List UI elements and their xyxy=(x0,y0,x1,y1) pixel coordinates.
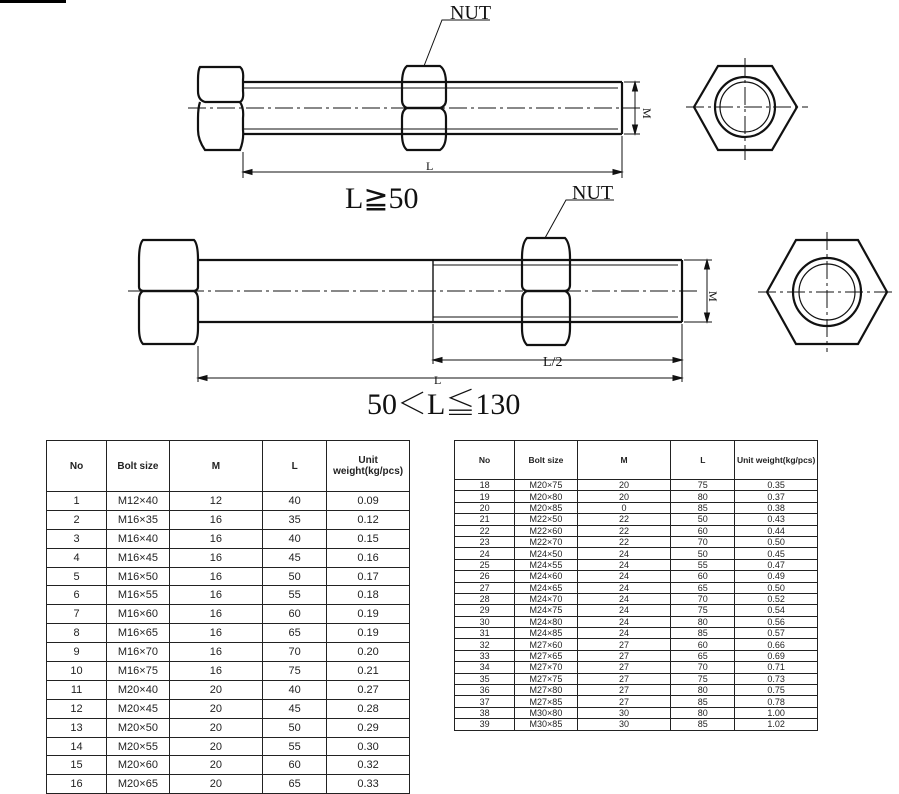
cell-bolt-size: M20×55 xyxy=(107,737,170,756)
cell-bolt-size: M16×60 xyxy=(107,605,170,624)
table-row xyxy=(455,491,818,502)
cell-bolt-size: M16×65 xyxy=(107,624,170,643)
cell-l: 50 xyxy=(263,718,327,737)
cell-m: 0 xyxy=(577,502,671,513)
cell-bolt-size: M27×80 xyxy=(515,685,578,696)
table-row xyxy=(455,593,818,604)
cell-m: 16 xyxy=(169,624,262,643)
cell-l: 60 xyxy=(263,756,327,775)
cell-no: 19 xyxy=(455,491,515,502)
cell-m: 16 xyxy=(169,548,262,567)
cell-bolt-size: M24×60 xyxy=(515,571,578,582)
cell-m: 16 xyxy=(169,662,262,681)
cell-weight: 0.71 xyxy=(735,662,818,673)
cell-m: 20 xyxy=(169,699,262,718)
table-row xyxy=(47,586,410,605)
cell-weight: 0.29 xyxy=(327,718,410,737)
cell-l: 65 xyxy=(263,775,327,794)
table-header-row xyxy=(47,441,410,492)
col-bolt-size: Bolt size xyxy=(515,441,578,480)
cell-m: 27 xyxy=(577,685,671,696)
cell-no: 16 xyxy=(47,775,107,794)
cell-bolt-size: M16×50 xyxy=(107,567,170,586)
cell-weight: 1.00 xyxy=(735,707,818,718)
bottom-m-label: M xyxy=(706,291,720,302)
cell-bolt-size: M20×75 xyxy=(515,480,578,491)
top-l-label: L xyxy=(426,159,434,173)
cell-bolt-size: M16×55 xyxy=(107,586,170,605)
cell-no: 11 xyxy=(47,680,107,699)
cell-l: 35 xyxy=(263,510,327,529)
cell-weight: 0.45 xyxy=(735,548,818,559)
cell-m: 16 xyxy=(169,605,262,624)
table-row xyxy=(455,707,818,718)
table-row xyxy=(455,582,818,593)
cell-no: 6 xyxy=(47,586,107,605)
table-row xyxy=(455,662,818,673)
cell-no: 29 xyxy=(455,605,515,616)
cell-m: 22 xyxy=(577,525,671,536)
cell-m: 24 xyxy=(577,571,671,582)
cell-weight: 0.33 xyxy=(327,775,410,794)
cell-weight: 0.52 xyxy=(735,593,818,604)
cell-no: 13 xyxy=(47,718,107,737)
cell-no: 14 xyxy=(47,737,107,756)
cell-l: 60 xyxy=(671,525,735,536)
cell-weight: 0.66 xyxy=(735,639,818,650)
cell-l: 65 xyxy=(263,624,327,643)
table-row xyxy=(47,775,410,794)
table-row xyxy=(47,567,410,586)
cell-l: 55 xyxy=(671,559,735,570)
cell-weight: 0.38 xyxy=(735,502,818,513)
cell-no: 8 xyxy=(47,624,107,643)
table-row xyxy=(455,605,818,616)
cell-l: 70 xyxy=(263,643,327,662)
cell-m: 27 xyxy=(577,696,671,707)
table-row xyxy=(455,559,818,570)
cell-weight: 0.49 xyxy=(735,571,818,582)
cell-weight: 0.43 xyxy=(735,514,818,525)
cell-m: 20 xyxy=(169,718,262,737)
table-row xyxy=(47,680,410,699)
col-l: L xyxy=(263,441,327,492)
cell-weight: 0.17 xyxy=(327,567,410,586)
cell-l: 80 xyxy=(671,616,735,627)
bottom-caption: 50＜L≦130 xyxy=(367,388,521,421)
col-no: No xyxy=(47,441,107,492)
bolt-table-left xyxy=(46,440,410,794)
table-row xyxy=(455,514,818,525)
cell-bolt-size: M22×70 xyxy=(515,536,578,547)
cell-weight: 1.02 xyxy=(735,719,818,730)
cell-l: 85 xyxy=(671,696,735,707)
cell-m: 16 xyxy=(169,567,262,586)
table-row xyxy=(47,510,410,529)
table-row xyxy=(455,639,818,650)
cell-bolt-size: M22×50 xyxy=(515,514,578,525)
cell-bolt-size: M20×85 xyxy=(515,502,578,513)
cell-l: 60 xyxy=(671,571,735,582)
cell-no: 33 xyxy=(455,650,515,661)
cell-bolt-size: M16×75 xyxy=(107,662,170,681)
cell-m: 24 xyxy=(577,628,671,639)
cell-m: 24 xyxy=(577,582,671,593)
cell-m: 16 xyxy=(169,510,262,529)
cell-m: 20 xyxy=(577,491,671,502)
cell-m: 16 xyxy=(169,643,262,662)
cell-no: 7 xyxy=(47,605,107,624)
col-m: M xyxy=(169,441,262,492)
cell-no: 21 xyxy=(455,514,515,525)
top-hex-view xyxy=(694,66,797,150)
bottom-nut-label: NUT xyxy=(572,182,614,204)
cell-weight: 0.47 xyxy=(735,559,818,570)
cell-bolt-size: M30×85 xyxy=(515,719,578,730)
cell-bolt-size: M12×40 xyxy=(107,492,170,511)
cell-weight: 0.57 xyxy=(735,628,818,639)
cell-weight: 0.16 xyxy=(327,548,410,567)
cell-bolt-size: M24×70 xyxy=(515,593,578,604)
cell-m: 24 xyxy=(577,548,671,559)
cell-m: 24 xyxy=(577,605,671,616)
cell-no: 39 xyxy=(455,719,515,730)
cell-weight: 0.54 xyxy=(735,605,818,616)
cell-l: 75 xyxy=(671,605,735,616)
cell-no: 32 xyxy=(455,639,515,650)
cell-weight: 0.78 xyxy=(735,696,818,707)
table-row xyxy=(455,536,818,547)
cell-bolt-size: M20×60 xyxy=(107,756,170,775)
cell-bolt-size: M16×45 xyxy=(107,548,170,567)
cell-weight: 0.56 xyxy=(735,616,818,627)
cell-bolt-size: M27×65 xyxy=(515,650,578,661)
table-row xyxy=(455,696,818,707)
cell-l: 75 xyxy=(671,673,735,684)
cell-weight: 0.15 xyxy=(327,529,410,548)
cell-no: 1 xyxy=(47,492,107,511)
table-row xyxy=(47,699,410,718)
cell-l: 55 xyxy=(263,737,327,756)
table-row xyxy=(47,548,410,567)
top-m-label: M xyxy=(640,108,654,119)
cell-weight: 0.21 xyxy=(327,662,410,681)
table-row xyxy=(455,685,818,696)
top-nut-label: NUT xyxy=(450,2,492,24)
table-row xyxy=(47,605,410,624)
cell-l: 70 xyxy=(671,662,735,673)
cell-l: 80 xyxy=(671,491,735,502)
cell-weight: 0.28 xyxy=(327,699,410,718)
cell-no: 2 xyxy=(47,510,107,529)
cell-weight: 0.50 xyxy=(735,536,818,547)
cell-bolt-size: M16×35 xyxy=(107,510,170,529)
cell-l: 45 xyxy=(263,699,327,718)
cell-l: 55 xyxy=(263,586,327,605)
table-row xyxy=(455,616,818,627)
cell-bolt-size: M27×70 xyxy=(515,662,578,673)
cell-weight: 0.19 xyxy=(327,624,410,643)
cell-l: 60 xyxy=(671,639,735,650)
cell-l: 45 xyxy=(263,548,327,567)
cell-m: 30 xyxy=(577,707,671,718)
cell-m: 27 xyxy=(577,639,671,650)
cell-no: 9 xyxy=(47,643,107,662)
table-row xyxy=(47,624,410,643)
table-row xyxy=(455,502,818,513)
cell-bolt-size: M16×40 xyxy=(107,529,170,548)
cell-l: 75 xyxy=(263,662,327,681)
cell-weight: 0.20 xyxy=(327,643,410,662)
cell-bolt-size: M20×45 xyxy=(107,699,170,718)
cell-l: 70 xyxy=(671,536,735,547)
cell-bolt-size: M27×75 xyxy=(515,673,578,684)
cell-bolt-size: M27×85 xyxy=(515,696,578,707)
cell-bolt-size: M16×70 xyxy=(107,643,170,662)
cell-no: 3 xyxy=(47,529,107,548)
cell-m: 16 xyxy=(169,529,262,548)
cell-no: 37 xyxy=(455,696,515,707)
cell-weight: 0.50 xyxy=(735,582,818,593)
top-caption: L≧50 xyxy=(345,182,419,215)
cell-m: 12 xyxy=(169,492,262,511)
table-row xyxy=(455,548,818,559)
cell-weight: 0.18 xyxy=(327,586,410,605)
cell-m: 22 xyxy=(577,536,671,547)
cell-no: 25 xyxy=(455,559,515,570)
table-row xyxy=(455,719,818,730)
cell-no: 30 xyxy=(455,616,515,627)
table-row xyxy=(455,571,818,582)
cell-m: 24 xyxy=(577,559,671,570)
cell-no: 27 xyxy=(455,582,515,593)
cell-bolt-size: M20×65 xyxy=(107,775,170,794)
cell-m: 27 xyxy=(577,650,671,661)
cell-bolt-size: M24×50 xyxy=(515,548,578,559)
cell-no: 26 xyxy=(455,571,515,582)
cell-no: 12 xyxy=(47,699,107,718)
table-row xyxy=(455,673,818,684)
cell-bolt-size: M20×50 xyxy=(107,718,170,737)
cell-l: 50 xyxy=(671,548,735,559)
cell-no: 31 xyxy=(455,628,515,639)
col-bolt-size: Bolt size xyxy=(107,441,170,492)
cell-no: 35 xyxy=(455,673,515,684)
cell-m: 20 xyxy=(577,480,671,491)
cell-no: 34 xyxy=(455,662,515,673)
cell-no: 5 xyxy=(47,567,107,586)
cell-l: 40 xyxy=(263,680,327,699)
table-header-row xyxy=(455,441,818,480)
cell-m: 20 xyxy=(169,775,262,794)
cell-l: 85 xyxy=(671,628,735,639)
col-m: M xyxy=(577,441,671,480)
cell-l: 60 xyxy=(263,605,327,624)
cell-weight: 0.73 xyxy=(735,673,818,684)
cell-l: 65 xyxy=(671,650,735,661)
cell-no: 18 xyxy=(455,480,515,491)
table-row xyxy=(455,480,818,491)
cell-weight: 0.35 xyxy=(735,480,818,491)
cell-bolt-size: M30×80 xyxy=(515,707,578,718)
cell-weight: 0.44 xyxy=(735,525,818,536)
cell-weight: 0.19 xyxy=(327,605,410,624)
cell-weight: 0.32 xyxy=(327,756,410,775)
cell-no: 38 xyxy=(455,707,515,718)
cell-bolt-size: M20×80 xyxy=(515,491,578,502)
table-row xyxy=(47,756,410,775)
cell-bolt-size: M20×40 xyxy=(107,680,170,699)
cell-l: 80 xyxy=(671,685,735,696)
cell-bolt-size: M24×65 xyxy=(515,582,578,593)
cell-m: 27 xyxy=(577,673,671,684)
cell-no: 4 xyxy=(47,548,107,567)
cell-bolt-size: M24×85 xyxy=(515,628,578,639)
table-row xyxy=(47,718,410,737)
table-row xyxy=(455,650,818,661)
col-weight: Unit weight(kg/pcs) xyxy=(735,441,818,480)
cell-l: 40 xyxy=(263,529,327,548)
table-row xyxy=(47,492,410,511)
cell-m: 20 xyxy=(169,737,262,756)
cell-l: 85 xyxy=(671,502,735,513)
cell-weight: 0.09 xyxy=(327,492,410,511)
cell-m: 24 xyxy=(577,593,671,604)
cell-l: 80 xyxy=(671,707,735,718)
cell-weight: 0.75 xyxy=(735,685,818,696)
col-weight: Unit weight(kg/pcs) xyxy=(327,441,410,492)
bolt-table-right xyxy=(454,440,818,731)
cell-weight: 0.69 xyxy=(735,650,818,661)
cell-no: 24 xyxy=(455,548,515,559)
cell-weight: 0.37 xyxy=(735,491,818,502)
bottom-l-label: L xyxy=(434,373,442,387)
cell-bolt-size: M27×60 xyxy=(515,639,578,650)
cell-m: 24 xyxy=(577,616,671,627)
cell-weight: 0.12 xyxy=(327,510,410,529)
cell-bolt-size: M24×75 xyxy=(515,605,578,616)
table-row xyxy=(47,737,410,756)
cell-l: 85 xyxy=(671,719,735,730)
cell-l: 65 xyxy=(671,582,735,593)
cell-weight: 0.27 xyxy=(327,680,410,699)
cell-bolt-size: M24×55 xyxy=(515,559,578,570)
cell-no: 28 xyxy=(455,593,515,604)
cell-bolt-size: M22×60 xyxy=(515,525,578,536)
cell-l: 50 xyxy=(671,514,735,525)
cell-l: 40 xyxy=(263,492,327,511)
cell-no: 36 xyxy=(455,685,515,696)
bottom-half-label: L/2 xyxy=(543,355,563,370)
cell-no: 10 xyxy=(47,662,107,681)
cell-no: 22 xyxy=(455,525,515,536)
table-row xyxy=(47,529,410,548)
cell-m: 20 xyxy=(169,756,262,775)
col-no: No xyxy=(455,441,515,480)
cell-bolt-size: M24×80 xyxy=(515,616,578,627)
cell-no: 23 xyxy=(455,536,515,547)
cell-m: 22 xyxy=(577,514,671,525)
cell-m: 27 xyxy=(577,662,671,673)
cell-m: 16 xyxy=(169,586,262,605)
cell-m: 30 xyxy=(577,719,671,730)
cell-m: 20 xyxy=(169,680,262,699)
cell-weight: 0.30 xyxy=(327,737,410,756)
table-row xyxy=(455,525,818,536)
cell-no: 15 xyxy=(47,756,107,775)
table-row xyxy=(47,662,410,681)
table-row xyxy=(455,628,818,639)
cell-l: 50 xyxy=(263,567,327,586)
col-l: L xyxy=(671,441,735,480)
cell-no: 20 xyxy=(455,502,515,513)
cell-l: 75 xyxy=(671,480,735,491)
cell-l: 70 xyxy=(671,593,735,604)
table-row xyxy=(47,643,410,662)
